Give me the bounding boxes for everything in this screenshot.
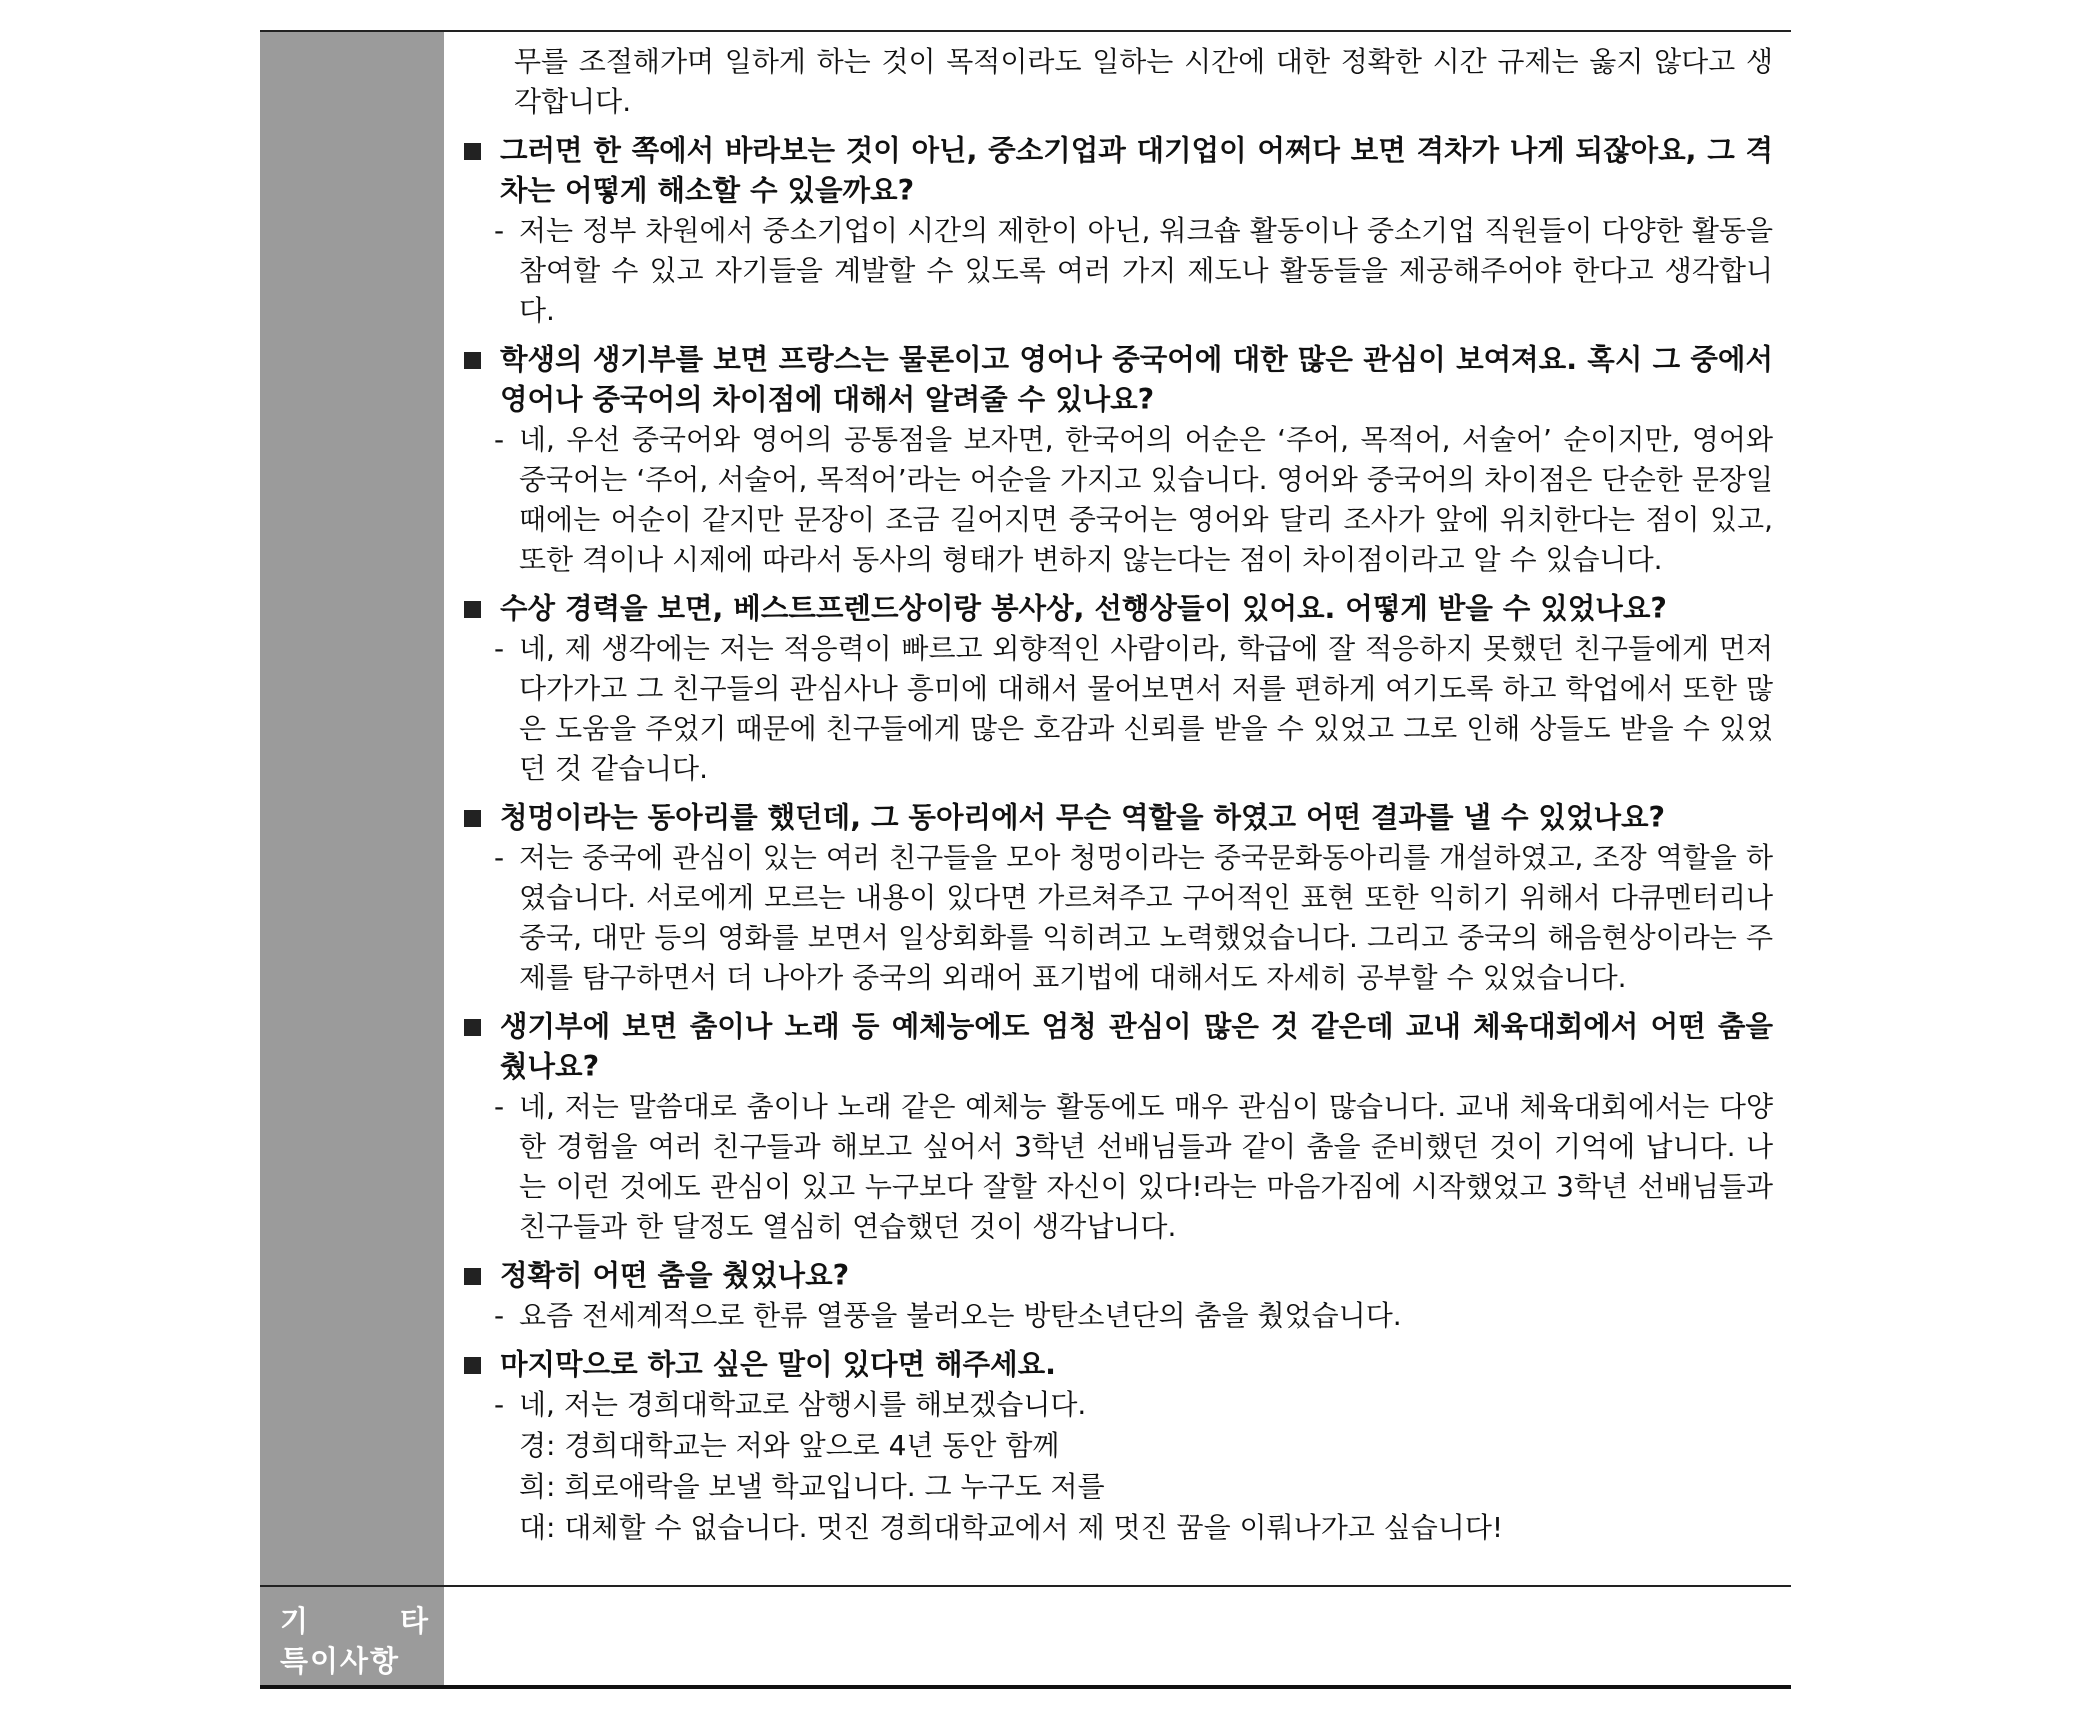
remarks-label-line2: 특이사항 — [280, 1644, 401, 1678]
answer: - 네, 저는 경희대학교로 삼행시를 해보겠습니다. — [464, 1385, 1773, 1425]
interview-content — [444, 32, 1791, 1585]
interview-row — [260, 32, 1791, 1585]
qa-item — [464, 798, 1773, 998]
question: 생기부에 보면 춤이나 노래 등 예체능에도 엄청 관심이 많은 것 같은데 교내 체육대회에서 어떤 춤을 췄나요? — [464, 1007, 1773, 1087]
answer: - 요즘 전세계적으로 한류 열풍을 불러오는 방탄소년단의 춤을 췄었습니다. — [464, 1296, 1773, 1336]
qa-item — [464, 589, 1773, 789]
question: 그러면 한 쪽에서 바라보는 것이 아닌, 중소기업과 대기업이 어쩌다 보면 격차가 나게 되잖아요, 그 격차는 어떻게 해소할 수 있을까요? — [464, 131, 1773, 211]
interview-table — [260, 30, 1791, 1689]
answer: - 네, 우선 중국어와 영어의 공통점을 보자면, 한국어의 어순은 ‘주어, 목적어, 서술어’ 순이지만, 영어와 중국어는 ‘주어, 서술어, 목적어’라는 어순을 가지고 있습니다. 영어와 중국어의 차이점은 단순한 문장일 때에는 어순이 같지만 문장이 조금 길어지면 중국어는 영어와 달리 조사가 앞에 위치한다는 점이 있고, 또한 격이나 시제에 따라서 동사의 형태가 변하지 않는다는 점이 차이점이라고 알 수 있습니다. — [464, 420, 1773, 580]
answer: - 저는 정부 차원에서 중소기업이 시간의 제한이 아닌, 워크숍 활동이나 중소기업 직원들이 다양한 활동을 참여할 수 있고 자기들을 계발할 수 있도록 여러 가지 제도나 활동들을 제공해주어야 한다고 생각합니다. — [464, 211, 1773, 331]
qa-item — [464, 1256, 1773, 1336]
qa-item — [464, 1007, 1773, 1247]
remarks-label-line1: 기 타 — [280, 1604, 428, 1638]
qa-item — [464, 1345, 1773, 1548]
question: 청멍이라는 동아리를 했던데, 그 동아리에서 무슨 역할을 하였고 어떤 결과를 낼 수 있었나요? — [464, 798, 1773, 838]
question: 정확히 어떤 춤을 췄었나요? — [464, 1256, 1773, 1296]
remarks-row — [260, 1587, 1791, 1685]
question: 수상 경력을 보면, 베스트프렌드상이랑 봉사상, 선행상들이 있어요. 어떻게 받을 수 있었나요? — [464, 589, 1773, 629]
acrostic-line: 대: 대체할 수 없습니다. 멋진 경희대학교에서 제 멋진 꿈을 이뤄나가고 싶습니다! — [519, 1511, 1504, 1544]
answer: - 저는 중국에 관심이 있는 여러 친구들을 모아 청멍이라는 중국문화동아리를 개설하였고, 조장 역할을 하였습니다. 서로에게 모르는 내용이 있다면 가르쳐주고 구어적인 표현 또한 익히기 위해서 다큐멘터리나 중국, 대만 등의 영화를 보면서 일상회화를 익히려고 노력했었습니다. 그리고 중국의 해음현상이라는 주제를 탐구하면서 더 나아가 중국의 외래어 표기법에 대해서도 자세히 공부할 수 있었습니다. — [464, 838, 1773, 998]
table-bottom-rule — [260, 1685, 1791, 1689]
answer: - 네, 저는 말씀대로 춤이나 노래 같은 예체능 활동에도 매우 관심이 많습니다. 교내 체육대회에서는 다양한 경험을 여러 친구들과 해보고 싶어서 3학년 선배님들과 같이 춤을 준비했던 것이 기억에 납니다. 나는 이런 것에도 관심이 있고 누구보다 잘할 자신이 있다!라는 마음가짐에 시작했었고 3학년 선배님들과 친구들과 한 달정도 열심히 연습했던 것이 생각납니다. — [464, 1087, 1773, 1247]
question: 학생의 생기부를 보면 프랑스는 물론이고 영어나 중국어에 대한 많은 관심이 보여져요. 혹시 그 중에서 영어나 중국어의 차이점에 대해서 알려줄 수 있나요? — [464, 340, 1773, 420]
answer: - 네, 제 생각에는 저는 적응력이 빠르고 외향적인 사람이라, 학급에 잘 적응하지 못했던 친구들에게 먼저 다가가고 그 친구들의 관심사나 흥미에 대해서 물어보면서 저를 편하게 여기도록 하고 학업에서 또한 많은 도움을 주었기 때문에 친구들에게 많은 호감과 신뢰를 받을 수 있었고 그로 인해 상들도 받을 수 있었던 것 같습니다. — [464, 629, 1773, 789]
qa-item — [464, 131, 1773, 331]
remarks-label — [260, 1587, 444, 1685]
question: 마지막으로 하고 싶은 말이 있다면 해주세요. — [464, 1345, 1773, 1385]
acrostic-line: 희: 희로애락을 보낼 학교입니다. 그 누구도 저를 — [519, 1470, 1105, 1503]
acrostic-line: 경: 경희대학교는 저와 앞으로 4년 동안 함께 — [519, 1429, 1060, 1462]
row-label-cell — [260, 32, 444, 1585]
answer-continuation: 무를 조절해가며 일하게 하는 것이 목적이라도 일하는 시간에 대한 정확한 시간 규제는 옳지 않다고 생각합니다. — [514, 45, 1773, 118]
qa-item — [464, 340, 1773, 580]
remarks-content — [444, 1587, 1791, 1685]
